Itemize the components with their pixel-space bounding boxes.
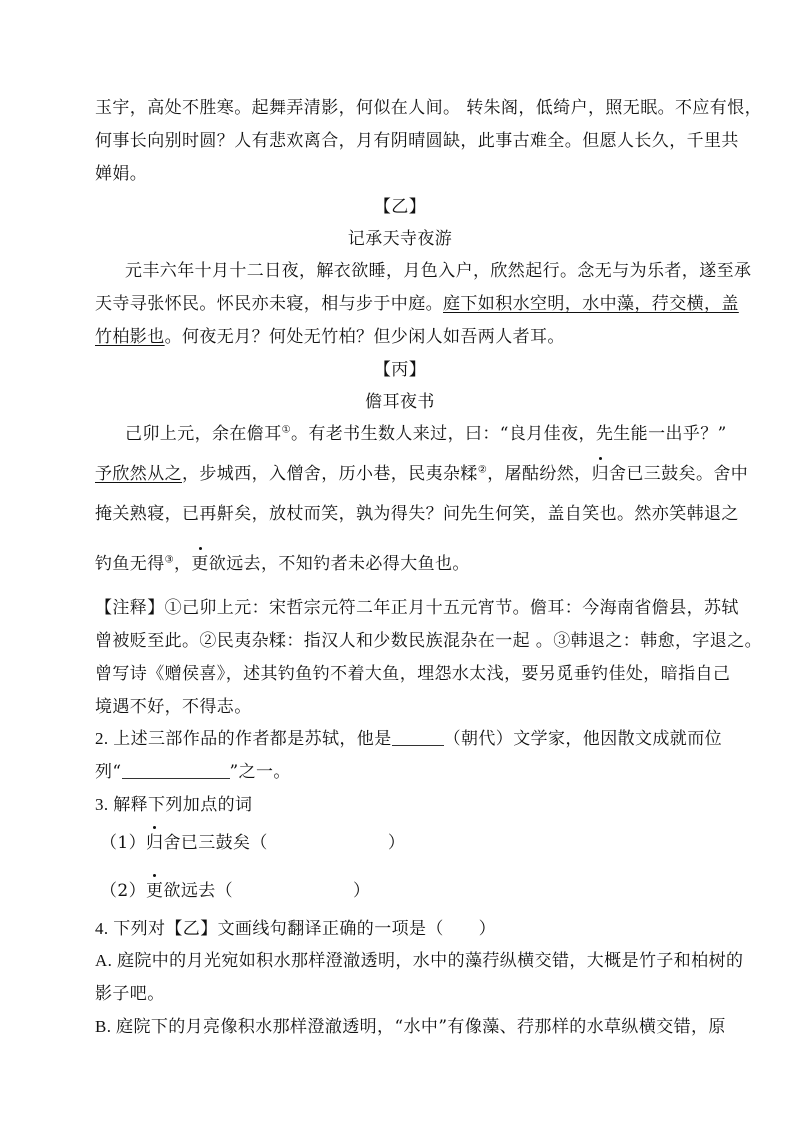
option-text: 庭院下的月亮像积水那样澄澈透明，“水中”有像藻、荇那样的水草纵横交错，原: [116, 1017, 726, 1037]
question-number: 3.: [95, 795, 114, 814]
question-3-item-2: [100, 880, 720, 902]
question-2-line2: [95, 761, 715, 783]
option-label: A.: [95, 951, 117, 970]
note-line: 境遇不好，不得志。: [95, 697, 252, 717]
text-line: 掩关熟寝，已再鼾矣，放杖而笑，孰为得失？问先生何笑，盖自笑也。然亦笑韩退之: [95, 504, 739, 524]
question-text: 列“: [95, 762, 122, 782]
emphasis-dot-char: 归: [146, 833, 164, 853]
text-span: ，步城西，入僧舍，历小巷，民夷杂糅: [182, 464, 478, 484]
text-span: 己卯上元，余在儋耳: [125, 424, 282, 444]
item-text: 欲远去（: [163, 881, 234, 901]
text-line: [95, 293, 739, 315]
option-text: 庭院中的月光宛如积水那样澄澈透明，水中的藻荇纵横交错，大概是竹子和柏树的: [116, 951, 744, 971]
option-b[interactable]: [95, 1016, 726, 1038]
item-text: ）: [387, 833, 406, 853]
question-text: ”之一。: [229, 762, 291, 782]
item-number: （2）: [100, 881, 147, 901]
option-a-line2: 影子吧。: [95, 984, 165, 1004]
question-number: 4.: [95, 919, 114, 938]
section-title-bing: 儋耳夜书: [365, 392, 435, 412]
section-title-yi: 记承天寺夜游: [347, 229, 453, 249]
text-line: [125, 423, 745, 445]
text-span: 天寺寻张怀民。怀民亦未寝，相与步于中庭。: [95, 294, 443, 314]
text-span: 舍已三鼓矣。舍中: [609, 464, 749, 484]
answer-blank-group[interactable]: [122, 762, 230, 779]
text-span: 。何夜无月？何处无竹柏？但少闲人如吾两人者耳。: [164, 327, 565, 347]
section-header-yi: 【乙】: [373, 197, 427, 217]
section-header-bing: 【丙】: [373, 360, 427, 380]
item-text: ）: [353, 881, 371, 901]
text-span: ，屠酤纷然，: [487, 464, 592, 484]
item-text: 舍已三鼓矣（: [163, 833, 268, 853]
question-text: 上述三部作品的作者都是苏轼，他是: [113, 729, 392, 749]
option-a[interactable]: [95, 950, 744, 972]
emphasis-dot-char: 更: [191, 554, 209, 574]
question-text: （朝代）文学家，他因散文成就而位: [443, 729, 723, 749]
footnote-marker: ②: [477, 464, 488, 476]
text-line: [95, 326, 715, 348]
note-line: 曾写诗《赠侯喜》，述其钓鱼钓不着大鱼，埋怨水太浅，要另觅垂钓佳处，暗指自己: [95, 664, 731, 684]
text-span: 钓鱼无得: [95, 554, 165, 574]
answer-blank-dynasty[interactable]: [392, 729, 444, 746]
poem-line: 何事长向别时圆？人有悲欢离合，月有阴晴圆缺，此事古难全。但愿人长久，千里共: [95, 131, 739, 151]
footnote-marker: ①: [281, 424, 291, 436]
question-text: 解释下列加点的词: [113, 795, 253, 815]
question-4: [95, 918, 715, 940]
text-span: 欲远去，不知钓者未必得大鱼也。: [208, 554, 470, 574]
underlined-sentence: 庭下如积水空明，水中藻，荇交横，盖: [443, 294, 739, 314]
question-text: 下列对【乙】文画线句翻译正确的一项是（ ）: [113, 919, 497, 939]
note-line: 曾被贬至此。②民夷杂糅：指汉人和少数民族混杂在一起 。③韩退之：韩愈，字退之。: [95, 631, 763, 651]
emphasis-dot-char: 更: [146, 881, 164, 901]
underlined-sentence: 竹柏影也: [95, 327, 165, 347]
text-span: ，: [173, 554, 192, 574]
text-line: [95, 463, 749, 485]
footnote-marker: ③: [164, 554, 174, 566]
text-line: [95, 553, 715, 575]
question-3: [95, 794, 715, 816]
question-3-item-1: [100, 832, 720, 854]
question-number: 2.: [95, 729, 114, 748]
underlined-sentence: 予欣然从之: [95, 464, 182, 484]
poem-line: 玉宇，高处不胜寒。起舞弄清影，何似在人间。 转朱阁，低绮户，照无眠。不应有恨，: [95, 98, 763, 118]
note-line: 【注释】①己卯上元：宋哲宗元符二年正月十五元宵节。儋耳：今海南省儋县，苏轼: [95, 598, 739, 618]
question-2: [95, 728, 723, 750]
poem-line: 婵娟。: [95, 164, 148, 184]
text-line: 元丰六年十月十二日夜，解衣欲睡，月色入户，欣然起行。念无与为乐者，遂至承: [125, 261, 752, 281]
option-label: B.: [95, 1017, 117, 1036]
text-span: 。有老书生数人来过，曰：“良月佳夜，先生能一出乎？”: [290, 424, 727, 444]
item-number: （1）: [100, 833, 147, 853]
emphasis-dot-char: 归: [591, 464, 609, 484]
